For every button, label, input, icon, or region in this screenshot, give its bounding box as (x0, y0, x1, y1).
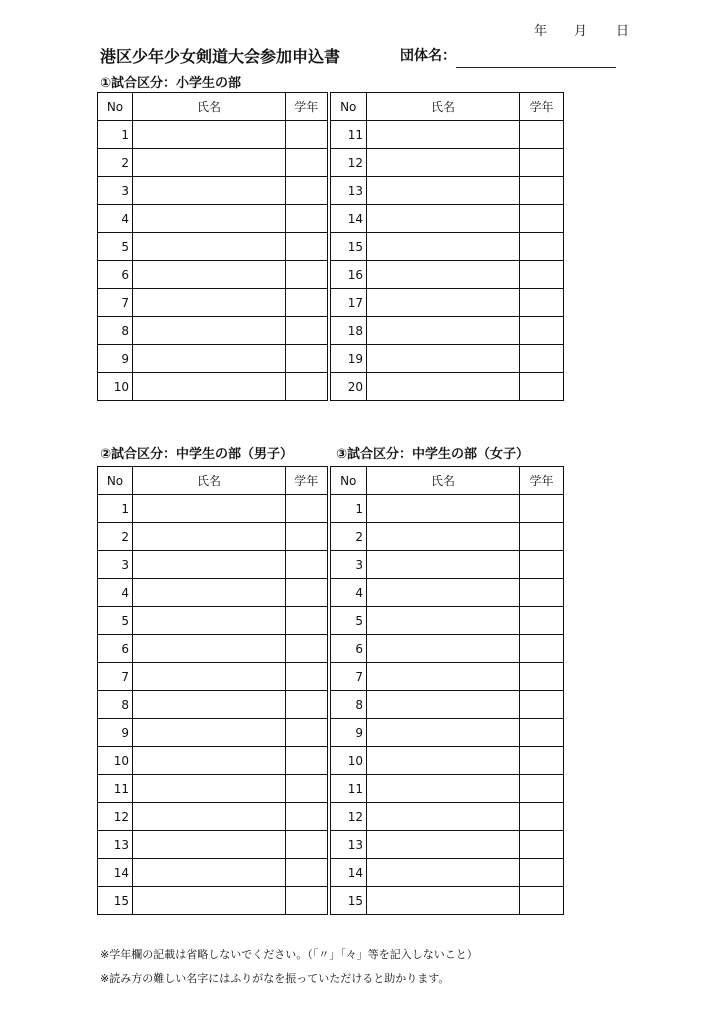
section3-heading: ③試合区分：中学生の部（女子） (336, 447, 530, 462)
table-row (98, 177, 564, 205)
row-number: 2 (329, 523, 367, 551)
grade-cell[interactable] (520, 523, 564, 551)
col-no-header: No (98, 93, 133, 121)
row-number: 12 (329, 803, 367, 831)
name-cell[interactable] (367, 495, 520, 523)
grade-cell[interactable] (520, 607, 564, 635)
row-number: 20 (329, 373, 367, 401)
row-number: 3 (329, 551, 367, 579)
grade-cell[interactable] (286, 289, 329, 317)
table-header-row (98, 467, 564, 495)
name-cell[interactable] (367, 149, 520, 177)
name-cell[interactable] (133, 831, 286, 859)
section1-table (97, 92, 564, 401)
grade-cell[interactable] (520, 121, 564, 149)
grade-cell[interactable] (286, 373, 329, 401)
grade-cell[interactable] (520, 803, 564, 831)
row-number: 11 (98, 775, 133, 803)
name-cell[interactable] (367, 887, 520, 915)
table-row (98, 887, 564, 915)
table-row (98, 373, 564, 401)
grade-cell[interactable] (286, 747, 329, 775)
row-number: 2 (98, 523, 133, 551)
grade-cell[interactable] (520, 345, 564, 373)
grade-cell[interactable] (286, 345, 329, 373)
row-number: 18 (329, 317, 367, 345)
row-number: 3 (98, 551, 133, 579)
name-cell[interactable] (367, 691, 520, 719)
grade-cell[interactable] (286, 887, 329, 915)
row-number: 8 (98, 691, 133, 719)
row-number: 10 (329, 747, 367, 775)
table-row (98, 261, 564, 289)
name-cell[interactable] (367, 345, 520, 373)
grade-cell[interactable] (520, 747, 564, 775)
table-row (98, 579, 564, 607)
row-number: 10 (98, 747, 133, 775)
col-no-header: No (329, 467, 367, 495)
row-number: 9 (98, 345, 133, 373)
col-name-header: 氏名 (367, 467, 520, 495)
grade-cell[interactable] (520, 289, 564, 317)
row-number: 7 (329, 663, 367, 691)
name-cell[interactable] (133, 635, 286, 663)
row-number: 11 (329, 121, 367, 149)
row-number: 12 (98, 803, 133, 831)
col-grade-header: 学年 (520, 93, 564, 121)
name-cell[interactable] (367, 121, 520, 149)
grade-cell[interactable] (520, 233, 564, 261)
row-number: 1 (98, 495, 133, 523)
table-row (98, 803, 564, 831)
grade-cell[interactable] (520, 775, 564, 803)
name-cell[interactable] (367, 373, 520, 401)
row-number: 14 (98, 859, 133, 887)
row-number: 16 (329, 261, 367, 289)
grade-cell[interactable] (520, 261, 564, 289)
date-day[interactable]: 日 (616, 24, 630, 39)
grade-cell[interactable] (286, 691, 329, 719)
name-cell[interactable] (133, 233, 286, 261)
name-cell[interactable] (367, 523, 520, 551)
grade-cell[interactable] (286, 803, 329, 831)
name-cell[interactable] (367, 607, 520, 635)
grade-cell[interactable] (520, 205, 564, 233)
name-cell[interactable] (133, 747, 286, 775)
table-row (98, 691, 564, 719)
name-cell[interactable] (367, 289, 520, 317)
table-row (98, 289, 564, 317)
row-number: 5 (98, 607, 133, 635)
grade-cell[interactable] (286, 579, 329, 607)
row-number: 2 (98, 149, 133, 177)
table-header-row (98, 93, 564, 121)
name-cell[interactable] (367, 663, 520, 691)
row-number: 6 (329, 635, 367, 663)
row-number: 4 (98, 579, 133, 607)
table-row (98, 523, 564, 551)
grade-cell[interactable] (286, 719, 329, 747)
grade-cell[interactable] (286, 523, 329, 551)
grade-cell[interactable] (520, 551, 564, 579)
name-cell[interactable] (133, 691, 286, 719)
row-number: 11 (329, 775, 367, 803)
row-number: 19 (329, 345, 367, 373)
table-row (98, 859, 564, 887)
name-cell[interactable] (133, 121, 286, 149)
grade-cell[interactable] (520, 495, 564, 523)
table-row (98, 663, 564, 691)
grade-cell[interactable] (286, 663, 329, 691)
name-cell[interactable] (133, 205, 286, 233)
grade-cell[interactable] (520, 579, 564, 607)
table-row (98, 831, 564, 859)
name-cell[interactable] (133, 523, 286, 551)
grade-cell[interactable] (286, 831, 329, 859)
row-number: 15 (98, 887, 133, 915)
grade-cell[interactable] (520, 859, 564, 887)
note-grade: ※学年欄の記載は省略しないでください。（「〃」「々」等を記入しないこと） (100, 948, 478, 961)
row-number: 8 (329, 691, 367, 719)
row-number: 15 (329, 887, 367, 915)
row-number: 13 (329, 831, 367, 859)
row-number: 13 (98, 831, 133, 859)
grade-cell[interactable] (520, 663, 564, 691)
grade-cell[interactable] (286, 149, 329, 177)
name-cell[interactable] (367, 775, 520, 803)
grade-cell[interactable] (286, 607, 329, 635)
grade-cell[interactable] (286, 775, 329, 803)
grade-cell[interactable] (286, 859, 329, 887)
grade-cell[interactable] (286, 551, 329, 579)
table-row (98, 719, 564, 747)
name-cell[interactable] (367, 719, 520, 747)
org-name-label: 団体名： (400, 48, 456, 64)
grade-cell[interactable] (520, 887, 564, 915)
table-row (98, 345, 564, 373)
table-row (98, 149, 564, 177)
row-number: 14 (329, 205, 367, 233)
row-number: 1 (329, 495, 367, 523)
table-row (98, 551, 564, 579)
col-no-header: No (98, 467, 133, 495)
row-number: 6 (98, 261, 133, 289)
name-cell[interactable] (133, 663, 286, 691)
name-cell[interactable] (367, 205, 520, 233)
name-cell[interactable] (133, 373, 286, 401)
col-name-header: 氏名 (133, 93, 286, 121)
name-cell[interactable] (367, 747, 520, 775)
col-no-header: No (329, 93, 367, 121)
name-cell[interactable] (133, 719, 286, 747)
row-number: 6 (98, 635, 133, 663)
row-number: 15 (329, 233, 367, 261)
row-number: 3 (98, 177, 133, 205)
grade-cell[interactable] (286, 121, 329, 149)
table-row (98, 317, 564, 345)
row-number: 8 (98, 317, 133, 345)
name-cell[interactable] (367, 177, 520, 205)
name-cell[interactable] (367, 317, 520, 345)
table-row (98, 233, 564, 261)
date-year[interactable]: 年 (534, 24, 548, 39)
row-number: 4 (98, 205, 133, 233)
grade-cell[interactable] (286, 317, 329, 345)
table-row (98, 495, 564, 523)
name-cell[interactable] (133, 177, 286, 205)
row-number: 5 (98, 233, 133, 261)
grade-cell[interactable] (286, 177, 329, 205)
section23-table (97, 466, 564, 915)
row-number: 10 (98, 373, 133, 401)
table-row (98, 205, 564, 233)
name-cell[interactable] (133, 261, 286, 289)
col-name-header: 氏名 (367, 93, 520, 121)
grade-cell[interactable] (520, 317, 564, 345)
grade-cell[interactable] (520, 635, 564, 663)
name-cell[interactable] (367, 635, 520, 663)
grade-cell[interactable] (286, 635, 329, 663)
grade-cell[interactable] (286, 205, 329, 233)
table-row (98, 607, 564, 635)
org-name-field[interactable] (456, 67, 616, 68)
section1-heading: ①試合区分：小学生の部 (100, 76, 242, 91)
row-number: 13 (329, 177, 367, 205)
name-cell[interactable] (133, 775, 286, 803)
grade-cell[interactable] (286, 233, 329, 261)
row-number: 9 (98, 719, 133, 747)
name-cell[interactable] (133, 149, 286, 177)
row-number: 17 (329, 289, 367, 317)
row-number: 4 (329, 579, 367, 607)
grade-cell[interactable] (520, 691, 564, 719)
section2-heading: ②試合区分：中学生の部（男子） (100, 447, 294, 462)
name-cell[interactable] (133, 551, 286, 579)
grade-cell[interactable] (520, 177, 564, 205)
table-row (98, 747, 564, 775)
name-cell[interactable] (133, 803, 286, 831)
table-row (98, 121, 564, 149)
row-number: 7 (98, 289, 133, 317)
col-grade-header: 学年 (286, 93, 329, 121)
date-month[interactable]: 月 (574, 24, 588, 39)
name-cell[interactable] (367, 233, 520, 261)
name-cell[interactable] (367, 261, 520, 289)
name-cell[interactable] (133, 887, 286, 915)
name-cell[interactable] (367, 551, 520, 579)
col-grade-header: 学年 (520, 467, 564, 495)
grade-cell[interactable] (520, 719, 564, 747)
form-title: 港区少年少女剣道大会参加申込書 (100, 47, 341, 66)
row-number: 9 (329, 719, 367, 747)
name-cell[interactable] (367, 859, 520, 887)
row-number: 14 (329, 859, 367, 887)
name-cell[interactable] (133, 579, 286, 607)
grade-cell[interactable] (286, 495, 329, 523)
name-cell[interactable] (133, 317, 286, 345)
grade-cell[interactable] (520, 373, 564, 401)
col-name-header: 氏名 (133, 467, 286, 495)
grade-cell[interactable] (520, 831, 564, 859)
name-cell[interactable] (133, 345, 286, 373)
name-cell[interactable] (367, 579, 520, 607)
name-cell[interactable] (367, 803, 520, 831)
col-grade-header: 学年 (286, 467, 329, 495)
grade-cell[interactable] (286, 261, 329, 289)
grade-cell[interactable] (520, 149, 564, 177)
name-cell[interactable] (133, 289, 286, 317)
row-number: 1 (98, 121, 133, 149)
name-cell[interactable] (133, 607, 286, 635)
row-number: 12 (329, 149, 367, 177)
name-cell[interactable] (133, 859, 286, 887)
note-furigana: ※読み方の難しい名字にはふりがなを振っていただけると助かります。 (100, 972, 450, 985)
table-row (98, 775, 564, 803)
row-number: 7 (98, 663, 133, 691)
row-number: 5 (329, 607, 367, 635)
table-row (98, 635, 564, 663)
name-cell[interactable] (367, 831, 520, 859)
name-cell[interactable] (133, 495, 286, 523)
